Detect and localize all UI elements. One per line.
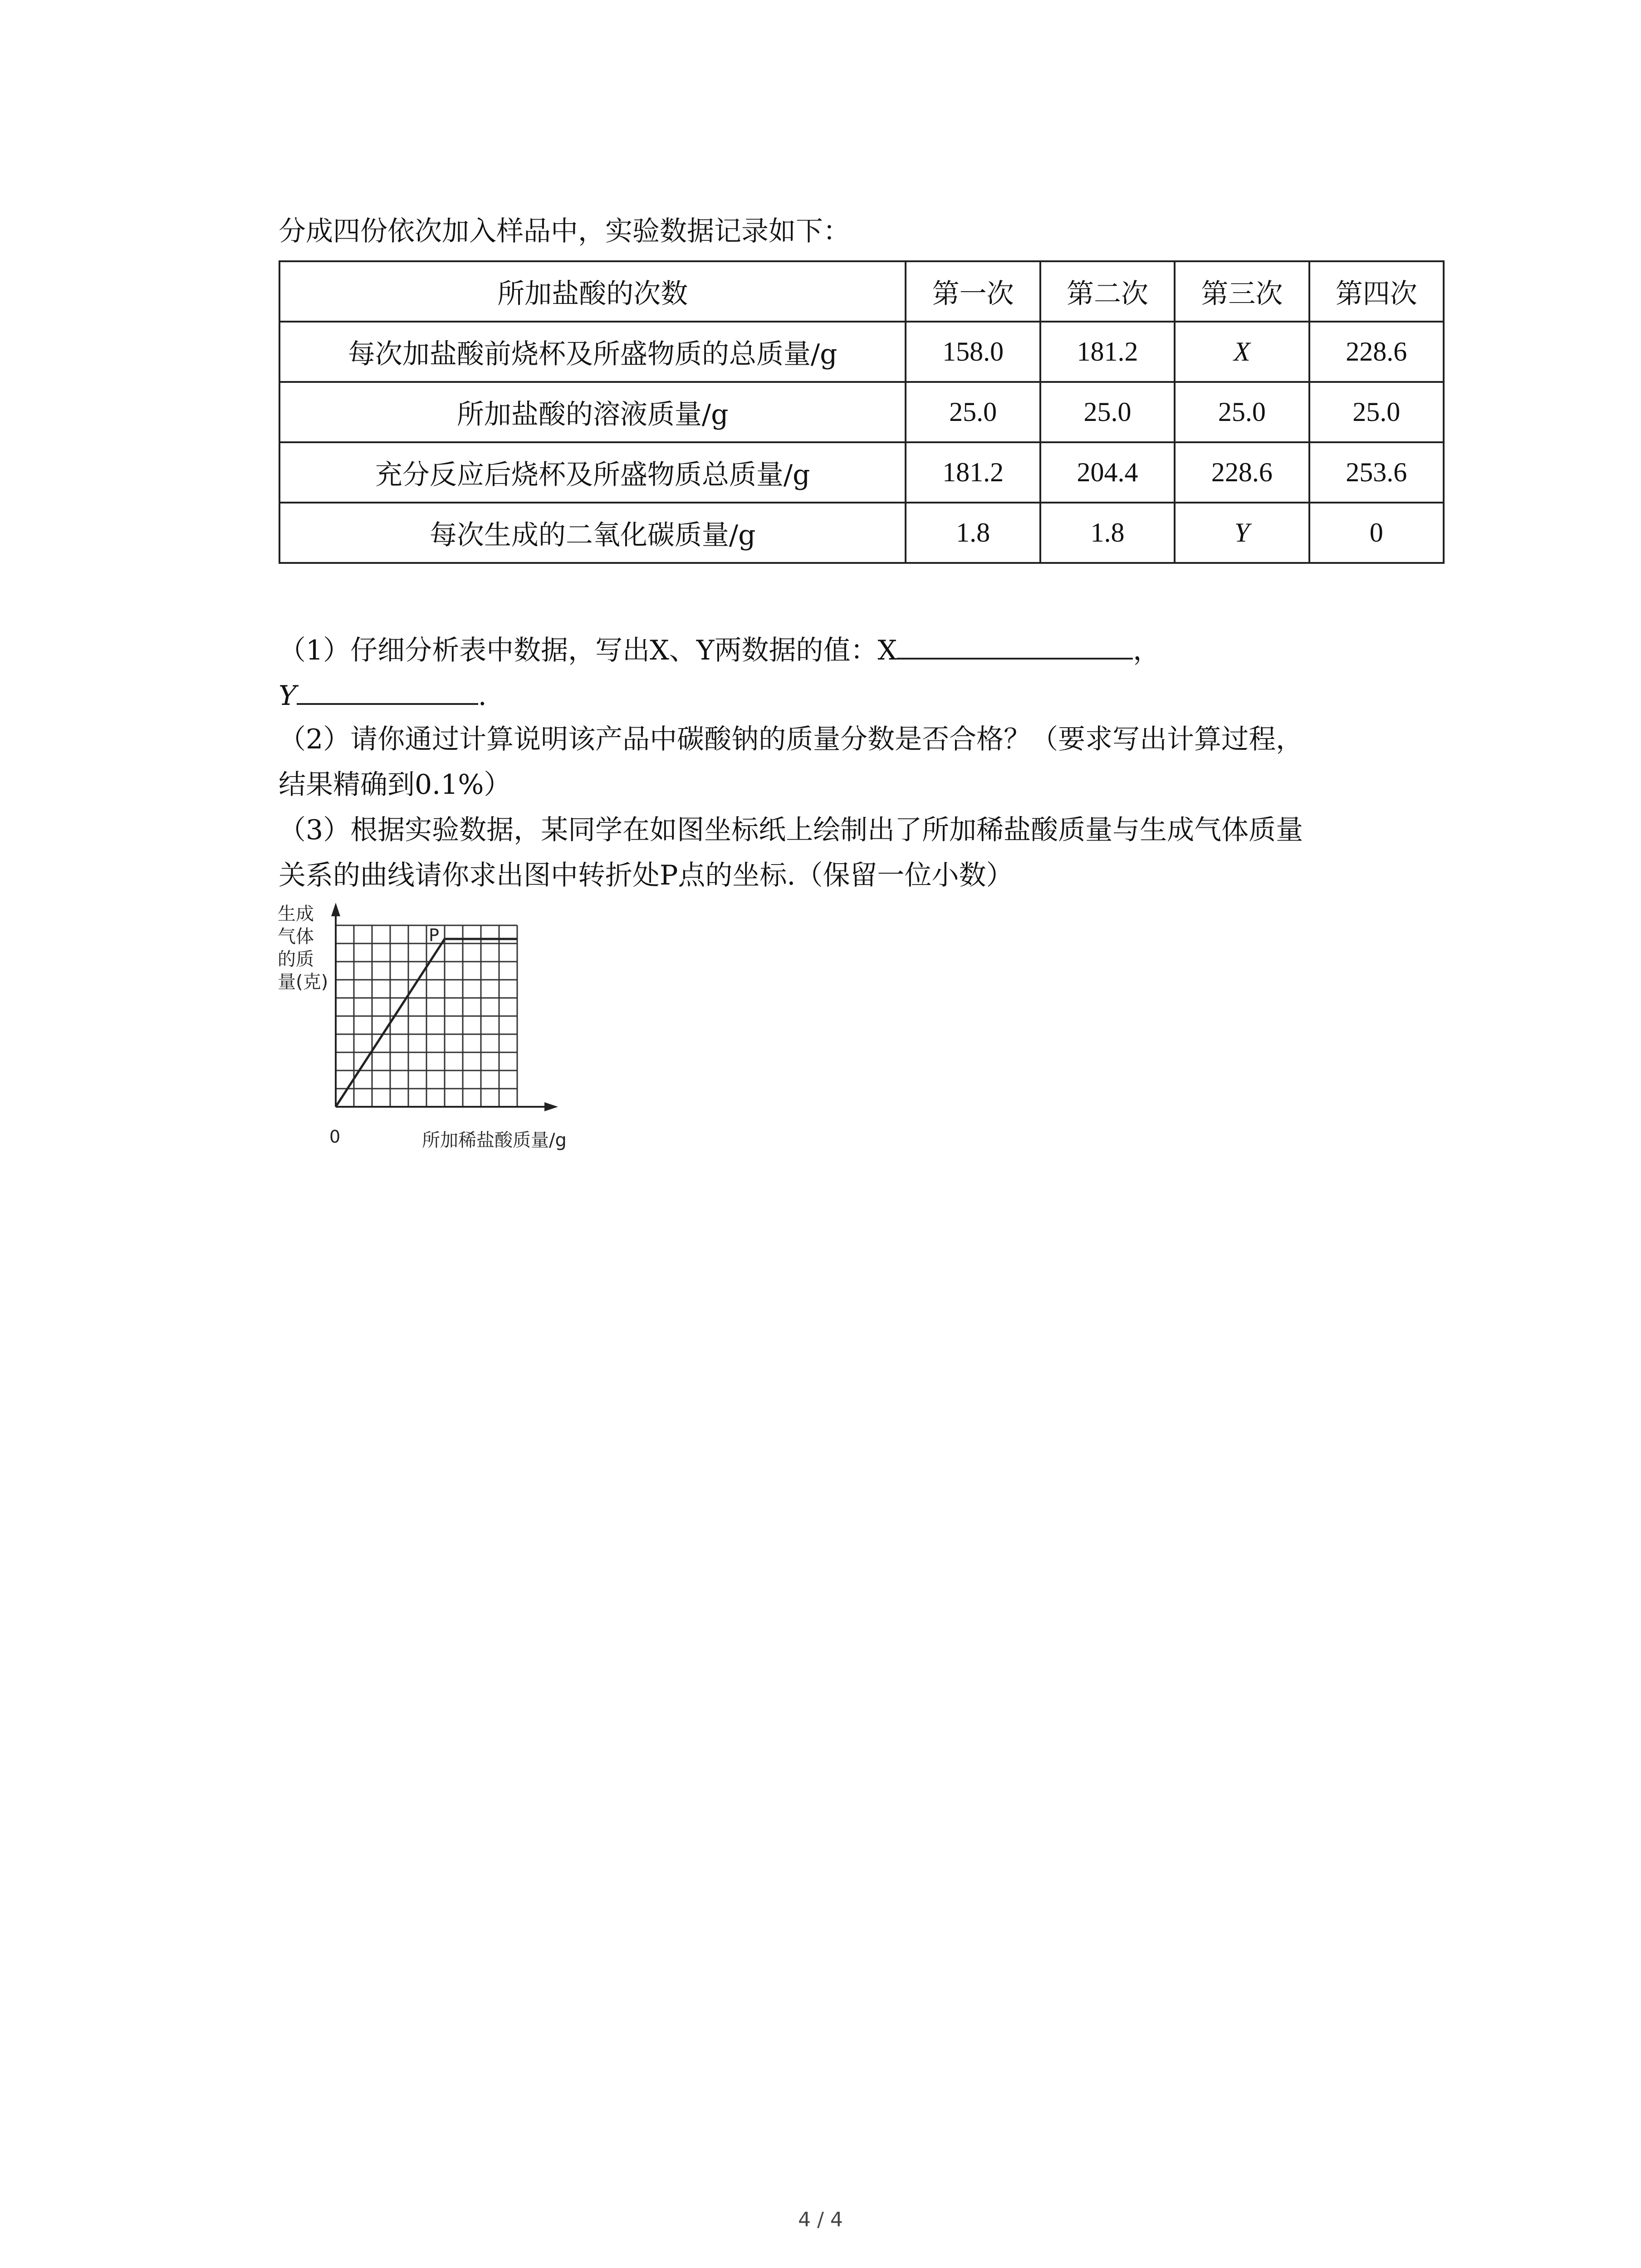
table-cell: 0 [1309, 503, 1444, 563]
table-cell: 181.2 [1040, 322, 1175, 382]
row-label: 所加盐酸的溶液质量/g [279, 382, 906, 442]
table-cell: 204.4 [1040, 442, 1175, 503]
question-2-line1: （2）请你通过计算说明该产品中碳酸钠的质量分数是否合格？（要求写出计算过程， [279, 723, 1303, 755]
row-label: 充分反应后烧杯及所盛物质总质量/g [279, 442, 906, 503]
y-axis-label-line: 的质 [278, 949, 314, 970]
origin-label: 0 [329, 1127, 341, 1147]
grid [336, 925, 517, 1107]
table-cell: 181.2 [906, 442, 1040, 503]
question-3-line1: （3）根据实验数据，某同学在如图坐标纸上绘制出了所加稀盐酸质量与生成气体质量 [279, 814, 1303, 846]
y-axis-label-line: 生成 [278, 904, 314, 924]
table-cell: 25.0 [1040, 382, 1175, 442]
table-cell: X [1175, 322, 1309, 382]
question-1-y: Y [279, 680, 297, 712]
table-cell: 25.0 [1309, 382, 1444, 442]
header-cell: 第二次 [1040, 261, 1175, 322]
table-cell: 1.8 [1040, 503, 1175, 563]
question-1-text: （1）仔细分析表中数据，写出X、Y两数据的值：X [279, 635, 897, 666]
question-2-line2: 结果精确到0.1%） [279, 769, 511, 801]
y-axis-arrow-icon [331, 903, 340, 916]
intro-text: 分成四份依次加入样品中，实验数据记录如下： [279, 215, 850, 247]
table-cell: 1.8 [906, 503, 1040, 563]
question-1-comma: ， [1133, 635, 1161, 666]
table-cell: 228.6 [1175, 442, 1309, 503]
header-cell: 第一次 [906, 261, 1040, 322]
row-label: 每次加盐酸前烧杯及所盛物质的总质量/g [279, 322, 906, 382]
y-axis-label-line: 量(克) [278, 972, 328, 992]
question-3-line2: 关系的曲线请你求出图中转折处P点的坐标.（保留一位小数） [279, 860, 1014, 891]
table-cell: 228.6 [1309, 322, 1444, 382]
header-cell: 所加盐酸的次数 [279, 261, 906, 322]
table-cell: 253.6 [1309, 442, 1444, 503]
table-cell: 158.0 [906, 322, 1040, 382]
x-axis-label: 所加稀盐酸质量/g [422, 1130, 567, 1151]
y-axis-label-line: 气体 [278, 926, 314, 947]
table-cell: 25.0 [906, 382, 1040, 442]
header-cell: 第三次 [1175, 261, 1309, 322]
question-1-period: . [478, 680, 487, 712]
table-cell: Y [1175, 503, 1309, 563]
y-axis-label [278, 903, 328, 993]
header-cell: 第四次 [1309, 261, 1444, 322]
x-axis-arrow-icon [544, 1102, 558, 1111]
table-cell: 25.0 [1175, 382, 1309, 442]
page-number: 4 / 4 [798, 2208, 843, 2231]
point-p-label: P [429, 925, 439, 945]
row-label: 每次生成的二氧化碳质量/g [279, 503, 906, 563]
